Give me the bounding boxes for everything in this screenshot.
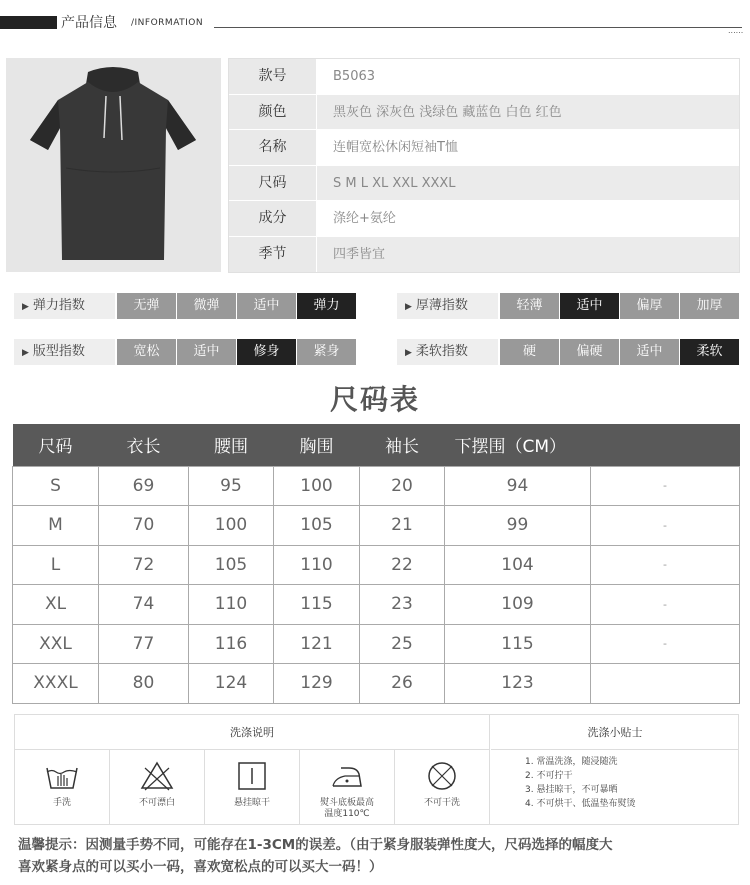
wash-tip: 3. 悬挂晾干，不可暴晒 xyxy=(525,785,618,795)
thickness-index xyxy=(397,293,740,319)
wash-cell xyxy=(110,750,205,825)
index-label-text: 版型指数 xyxy=(32,344,85,359)
table-cell: XXL xyxy=(13,624,99,664)
wash-tips-list xyxy=(525,755,635,811)
table-cell: S xyxy=(13,466,99,506)
table-cell: - xyxy=(591,585,740,625)
table-cell: 100 xyxy=(274,466,360,506)
header-bar xyxy=(0,16,57,29)
table-cell: 26 xyxy=(360,664,445,704)
wash-cell xyxy=(395,750,489,825)
column-header: 下摆围（CM） xyxy=(445,424,591,466)
info-key: 颜色 xyxy=(229,95,317,130)
softness-index xyxy=(397,339,740,365)
info-value: 连帽宽松休闲短袖T恤 xyxy=(333,140,458,155)
info-row-name xyxy=(229,130,739,166)
table-cell: 105 xyxy=(274,506,360,546)
product-image xyxy=(6,58,221,272)
table-cell: 100 xyxy=(189,506,274,546)
table-cell: 105 xyxy=(189,545,274,585)
info-key: 名称 xyxy=(229,130,317,165)
wash-label xyxy=(300,798,394,820)
table-cell: 72 xyxy=(99,545,189,585)
info-key: 季节 xyxy=(229,237,317,273)
column-header: 衣长 xyxy=(99,424,189,466)
header-divider xyxy=(214,27,742,28)
index-option: 适中 xyxy=(237,293,296,319)
table-row xyxy=(13,624,740,664)
index-option: 无弹 xyxy=(117,293,176,319)
table-cell: 22 xyxy=(360,545,445,585)
table-cell: 74 xyxy=(99,585,189,625)
index-option: 硬 xyxy=(500,339,559,365)
table-cell: 110 xyxy=(274,545,360,585)
table-row xyxy=(13,545,740,585)
wash-tips-title: 洗涤小贴士 xyxy=(491,715,739,750)
elasticity-index xyxy=(14,293,357,319)
info-value: 涤纶+氨纶 xyxy=(333,211,396,226)
column-header: 袖长 xyxy=(360,424,445,466)
wash-label: 不可漂白 xyxy=(138,798,175,808)
index-label xyxy=(397,293,498,319)
info-key: 尺码 xyxy=(229,166,317,201)
index-option: 偏硬 xyxy=(560,339,619,365)
header-subtitle: /INFORMATION xyxy=(131,18,204,28)
wash-label: 手洗 xyxy=(52,798,71,808)
column-header: 胸围 xyxy=(274,424,360,466)
wash-title: 洗涤说明 xyxy=(15,715,490,750)
size-warning xyxy=(18,834,738,878)
hand-wash-icon xyxy=(44,760,80,792)
table-cell: 129 xyxy=(274,664,360,704)
info-row-size xyxy=(229,166,739,202)
column-header: 尺码 xyxy=(13,424,99,466)
table-cell: 99 xyxy=(445,506,591,546)
iron-icon xyxy=(329,760,365,792)
info-value: B5063 xyxy=(333,69,376,84)
table-cell: 21 xyxy=(360,506,445,546)
info-row-season xyxy=(229,237,739,273)
index-option-selected: 适中 xyxy=(560,293,619,319)
table-cell: 80 xyxy=(99,664,189,704)
info-key: 成分 xyxy=(229,201,317,236)
wash-cell xyxy=(300,750,395,825)
table-cell: 77 xyxy=(99,624,189,664)
table-cell: 95 xyxy=(189,466,274,506)
table-cell: XXXL xyxy=(13,664,99,704)
index-option-selected: 弹力 xyxy=(297,293,356,319)
index-option-selected: 柔软 xyxy=(680,339,739,365)
table-cell: 123 xyxy=(445,664,591,704)
hang-dry-icon xyxy=(234,760,270,792)
wash-label-line2: 温度110℃ xyxy=(324,809,370,819)
index-option: 宽松 xyxy=(117,339,176,365)
index-option: 轻薄 xyxy=(500,293,559,319)
column-header xyxy=(591,424,740,466)
table-cell: 115 xyxy=(274,585,360,625)
table-cell: XL xyxy=(13,585,99,625)
wash-label: 不可干洗 xyxy=(423,798,460,808)
warning-line: 温馨提示：因测量手势不同，可能存在1-3CM的误差。（由于紧身服装弹性度大，尺码选择的幅度大 xyxy=(18,837,613,853)
table-row xyxy=(13,506,740,546)
index-option: 适中 xyxy=(620,339,679,365)
index-label xyxy=(397,339,498,365)
table-cell: L xyxy=(13,545,99,585)
info-row-material xyxy=(229,201,739,237)
table-cell: 23 xyxy=(360,585,445,625)
wash-tip: 4. 不可烘干、低温垫布熨烫 xyxy=(525,799,636,809)
header-title: 产品信息 xyxy=(61,15,117,31)
index-label xyxy=(14,339,115,365)
table-cell: - xyxy=(591,506,740,546)
info-value: 四季皆宜 xyxy=(317,237,739,273)
table-row xyxy=(13,664,740,704)
index-option: 偏厚 xyxy=(620,293,679,319)
wash-label: 悬挂晾干 xyxy=(233,798,270,808)
table-cell: 110 xyxy=(189,585,274,625)
triangle-right-icon: ▶ xyxy=(22,348,29,358)
product-info-table xyxy=(228,58,740,273)
triangle-right-icon: ▶ xyxy=(405,348,412,358)
index-option: 加厚 xyxy=(680,293,739,319)
triangle-right-icon: ▶ xyxy=(405,302,412,312)
no-tumble-dry-icon xyxy=(424,760,460,792)
info-row-color xyxy=(229,95,739,131)
no-bleach-icon xyxy=(139,760,175,792)
warning-line: 喜欢紧身点的可以买小一码，喜欢宽松点的可以买大一码！） xyxy=(18,859,383,875)
info-key: 款号 xyxy=(229,59,317,94)
header-dots: ...... xyxy=(728,26,744,35)
table-cell: - xyxy=(591,624,740,664)
triangle-right-icon: ▶ xyxy=(22,302,29,312)
table-cell: 116 xyxy=(189,624,274,664)
wash-cell xyxy=(205,750,300,825)
table-cell: 124 xyxy=(189,664,274,704)
section-header xyxy=(0,10,750,38)
info-value: 黑灰色 深灰色 浅绿色 藏蓝色 白色 红色 xyxy=(317,95,739,130)
table-cell: 25 xyxy=(360,624,445,664)
table-cell: 70 xyxy=(99,506,189,546)
index-option: 紧身 xyxy=(297,339,356,365)
hooded-tshirt-image xyxy=(6,58,221,272)
wash-section xyxy=(14,714,739,825)
wash-icons-row xyxy=(15,750,490,825)
index-option: 适中 xyxy=(177,339,236,365)
index-option: 微弹 xyxy=(177,293,236,319)
info-value: S M L XL XXL XXXL xyxy=(317,166,739,201)
info-row-style-no xyxy=(229,59,739,95)
wash-label-line1: 熨斗底板最高 xyxy=(319,798,374,808)
table-cell: 115 xyxy=(445,624,591,664)
size-chart-title: 尺码表 xyxy=(329,383,420,416)
table-row xyxy=(13,466,740,506)
table-cell: - xyxy=(591,545,740,585)
wash-cell xyxy=(15,750,110,825)
table-row xyxy=(13,585,740,625)
wash-tip: 1. 常温洗涤，随浸随洗 xyxy=(525,757,618,767)
index-label-text: 弹力指数 xyxy=(32,298,85,313)
index-option-selected: 修身 xyxy=(237,339,296,365)
index-label-text: 厚薄指数 xyxy=(415,298,468,313)
table-cell: 69 xyxy=(99,466,189,506)
table-cell: - xyxy=(591,466,740,506)
index-label xyxy=(14,293,115,319)
size-table xyxy=(12,424,740,704)
table-cell: 20 xyxy=(360,466,445,506)
table-cell: 109 xyxy=(445,585,591,625)
fit-index xyxy=(14,339,357,365)
table-cell xyxy=(591,664,740,704)
index-label-text: 柔软指数 xyxy=(415,344,468,359)
table-cell: 121 xyxy=(274,624,360,664)
size-table-header xyxy=(13,424,740,466)
table-cell: 94 xyxy=(445,466,591,506)
table-cell: M xyxy=(13,506,99,546)
table-cell: 104 xyxy=(445,545,591,585)
wash-tip: 2. 不可拧干 xyxy=(525,771,573,781)
column-header: 腰围 xyxy=(189,424,274,466)
